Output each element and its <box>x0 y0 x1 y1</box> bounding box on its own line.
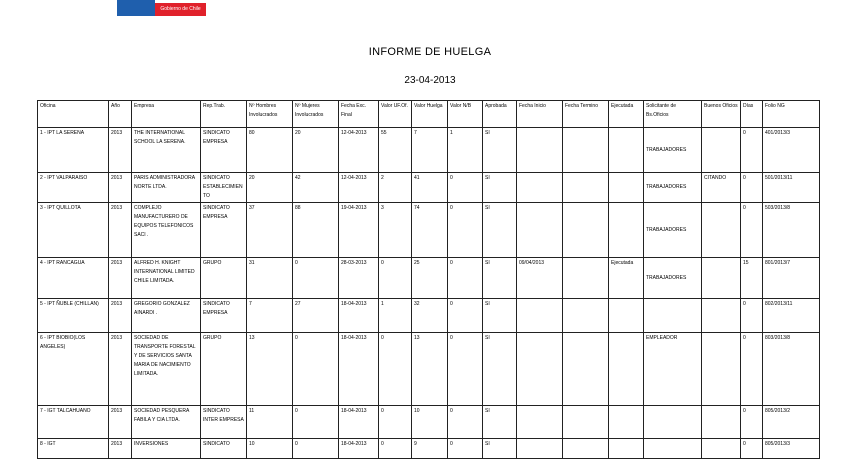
cell-folio-ng: 801/2013/7 <box>763 258 820 299</box>
header-valor-uf: Valor UF.Of. <box>379 101 412 128</box>
cell-ano: 2013 <box>109 173 132 203</box>
cell-valor-nb: 0 <box>448 258 483 299</box>
header-empresa: Empresa <box>132 101 201 128</box>
cell-ejecutada: Ejecutada <box>609 258 644 299</box>
header-mujeres: Nº Mujeres Involucrados <box>293 101 339 128</box>
cell-hombres: 80 <box>247 128 293 173</box>
header-oficina: Oficina <box>38 101 109 128</box>
cell-fecha-inicio <box>517 406 563 439</box>
report-title: INFORME DE HUELGA <box>368 46 492 58</box>
cell-fecha-termino <box>563 299 609 333</box>
cell-ejecutada <box>609 203 644 258</box>
cell-dias: 0 <box>741 128 763 173</box>
cell-fecha-termino <box>563 258 609 299</box>
header-buenos-oficios: Buenos Oficios <box>702 101 741 128</box>
cell-mujeres: 88 <box>293 203 339 258</box>
cell-folio-ng: 802/2013/11 <box>763 299 820 333</box>
cell-folio-ng: 805/2013/3 <box>763 439 820 459</box>
cell-buenos-oficios <box>702 128 741 173</box>
cell-mujeres: 27 <box>293 299 339 333</box>
cell-buenos-oficios <box>702 333 741 406</box>
cell-hombres: 10 <box>247 439 293 459</box>
cell-fecha-inicio: 09/04/2013 <box>517 258 563 299</box>
cell-fecha-exc-final: 12-04-2013 <box>339 128 379 173</box>
report-date: 23-04-2013 <box>404 75 456 86</box>
cell-folio-ng: 805/2013/2 <box>763 406 820 439</box>
cell-valor-huelga: 25 <box>412 258 448 299</box>
cell-dias: 0 <box>741 173 763 203</box>
cell-valor-nb: 0 <box>448 173 483 203</box>
cell-valor-uf: 0 <box>379 439 412 459</box>
header-fecha-termino: Fecha Termino <box>563 101 609 128</box>
table-row <box>38 128 820 173</box>
cell-dias: 0 <box>741 406 763 439</box>
cell-aprobada: SI <box>483 299 517 333</box>
cell-valor-nb: 0 <box>448 333 483 406</box>
cell-valor-huelga: 13 <box>412 333 448 406</box>
cell-ejecutada <box>609 439 644 459</box>
cell-buenos-oficios <box>702 406 741 439</box>
cell-folio-ng: 503/2013/8 <box>763 203 820 258</box>
cell-solicitante <box>644 406 702 439</box>
table-row <box>38 333 820 406</box>
header-aprobada: Aprobada <box>483 101 517 128</box>
cell-ano: 2013 <box>109 439 132 459</box>
header-hombres: Nº Hombres Involucrados <box>247 101 293 128</box>
cell-fecha-termino <box>563 406 609 439</box>
cell-hombres: 11 <box>247 406 293 439</box>
cell-empresa: GREGORIO GONZALEZ AINARDI . <box>132 299 201 333</box>
cell-fecha-inicio <box>517 333 563 406</box>
cell-oficina: 2 - IPT VALPARAISO <box>38 173 109 203</box>
header-fecha-inicio: Fecha Inicio <box>517 101 563 128</box>
cell-fecha-inicio <box>517 203 563 258</box>
cell-valor-uf: 0 <box>379 406 412 439</box>
cell-fecha-exc-final: 18-04-2013 <box>339 406 379 439</box>
header-ejecutada: Ejecutada <box>609 101 644 128</box>
cell-empresa: COMPLEJO MANUFACTURERO DE EQUIPOS TELEFONICOS SACI . <box>132 203 201 258</box>
cell-mujeres: 0 <box>293 406 339 439</box>
logo-red-bar: Gobierno de Chile <box>155 3 206 16</box>
cell-dias: 0 <box>741 203 763 258</box>
cell-ano: 2013 <box>109 258 132 299</box>
cell-fecha-exc-final: 18-04-2013 <box>339 299 379 333</box>
cell-aprobada: SI <box>483 203 517 258</box>
cell-solicitante: TRABAJADORES <box>644 128 702 173</box>
cell-dias: 15 <box>741 258 763 299</box>
cell-mujeres: 0 <box>293 439 339 459</box>
cell-valor-nb: 0 <box>448 203 483 258</box>
logo-blue-block <box>117 0 155 16</box>
cell-valor-uf: 1 <box>379 299 412 333</box>
cell-mujeres: 0 <box>293 258 339 299</box>
cell-buenos-oficios: CITANDO <box>702 173 741 203</box>
cell-oficina: 5 - IPT ÑUBLE (CHILLAN) <box>38 299 109 333</box>
header-dias: Días <box>741 101 763 128</box>
cell-fecha-exc-final: 18-04-2013 <box>339 333 379 406</box>
cell-fecha-termino <box>563 333 609 406</box>
cell-buenos-oficios <box>702 203 741 258</box>
cell-valor-nb: 0 <box>448 439 483 459</box>
cell-mujeres: 0 <box>293 333 339 406</box>
cell-hombres: 7 <box>247 299 293 333</box>
cell-empresa: INVERSIONES <box>132 439 201 459</box>
cell-aprobada: SI <box>483 173 517 203</box>
header-row <box>38 101 820 128</box>
cell-fecha-exc-final: 12-04-2013 <box>339 173 379 203</box>
cell-rep-trab: SINDICATO ESTABLECIMIENTO <box>201 173 247 203</box>
cell-ejecutada <box>609 333 644 406</box>
cell-ejecutada <box>609 128 644 173</box>
cell-buenos-oficios <box>702 439 741 459</box>
cell-solicitante: TRABAJADORES <box>644 173 702 203</box>
header-fecha-exc-final: Fecha Exc. Final <box>339 101 379 128</box>
table-row <box>38 173 820 203</box>
cell-rep-trab: SINDICATO <box>201 439 247 459</box>
table-row <box>38 439 820 459</box>
cell-fecha-termino <box>563 128 609 173</box>
cell-hombres: 20 <box>247 173 293 203</box>
cell-valor-huelga: 32 <box>412 299 448 333</box>
cell-folio-ng: 401/2013/3 <box>763 128 820 173</box>
cell-ano: 2013 <box>109 128 132 173</box>
cell-oficina: 3 - IPT QUILLOTA <box>38 203 109 258</box>
cell-mujeres: 42 <box>293 173 339 203</box>
cell-rep-trab: SINDICATO EMPRESA <box>201 128 247 173</box>
table-row <box>38 203 820 258</box>
cell-fecha-termino <box>563 173 609 203</box>
cell-hombres: 31 <box>247 258 293 299</box>
cell-rep-trab: SINDICATO INTER EMPRESA <box>201 406 247 439</box>
cell-oficina: 6 - IPT BIOBIO(LOS ANGELES) <box>38 333 109 406</box>
cell-oficina: 7 - IGT TALCAHUANO <box>38 406 109 439</box>
cell-rep-trab: SINDICATO EMPRESA <box>201 299 247 333</box>
cell-rep-trab: SINDICATO EMPRESA <box>201 203 247 258</box>
cell-folio-ng: 501/2013/11 <box>763 173 820 203</box>
cell-dias: 0 <box>741 333 763 406</box>
cell-solicitante: TRABAJADORES <box>644 258 702 299</box>
cell-fecha-exc-final: 18-04-2013 <box>339 439 379 459</box>
cell-solicitante <box>644 439 702 459</box>
cell-valor-nb: 1 <box>448 128 483 173</box>
cell-valor-uf: 2 <box>379 173 412 203</box>
cell-fecha-inicio <box>517 299 563 333</box>
cell-ejecutada <box>609 173 644 203</box>
cell-rep-trab: GRUPO <box>201 333 247 406</box>
cell-valor-uf: 55 <box>379 128 412 173</box>
cell-buenos-oficios <box>702 299 741 333</box>
cell-valor-uf: 3 <box>379 203 412 258</box>
cell-empresa: SOCIEDAD PESQUERA FABILA Y CIA LTDA. <box>132 406 201 439</box>
header-ano: Año <box>109 101 132 128</box>
cell-hombres: 13 <box>247 333 293 406</box>
cell-rep-trab: GRUPO <box>201 258 247 299</box>
cell-fecha-exc-final: 28-03-2013 <box>339 258 379 299</box>
cell-aprobada: SI <box>483 128 517 173</box>
cell-fecha-inicio <box>517 173 563 203</box>
table-row <box>38 258 820 299</box>
cell-solicitante: EMPLEADOR <box>644 333 702 406</box>
cell-solicitante: TRABAJADORES <box>644 203 702 258</box>
cell-aprobada: SI <box>483 439 517 459</box>
cell-valor-nb: 0 <box>448 406 483 439</box>
cell-empresa: PARIS ADMINISTRADORA NORTE LTDA. <box>132 173 201 203</box>
cell-hombres: 37 <box>247 203 293 258</box>
cell-solicitante <box>644 299 702 333</box>
cell-oficina: 4 - IPT RANCAGUA <box>38 258 109 299</box>
cell-valor-huelga: 74 <box>412 203 448 258</box>
strike-report-table <box>37 100 820 459</box>
cell-fecha-termino <box>563 439 609 459</box>
cell-folio-ng: 803/2013/8 <box>763 333 820 406</box>
cell-valor-huelga: 9 <box>412 439 448 459</box>
cell-oficina: 1 - IPT LA SERENA <box>38 128 109 173</box>
cell-valor-nb: 0 <box>448 299 483 333</box>
cell-aprobada: SI <box>483 406 517 439</box>
cell-fecha-inicio <box>517 128 563 173</box>
cell-dias: 0 <box>741 439 763 459</box>
cell-valor-uf: 0 <box>379 333 412 406</box>
cell-ano: 2013 <box>109 299 132 333</box>
cell-aprobada: SI <box>483 333 517 406</box>
cell-fecha-exc-final: 19-04-2013 <box>339 203 379 258</box>
cell-valor-uf: 0 <box>379 258 412 299</box>
cell-valor-huelga: 7 <box>412 128 448 173</box>
cell-ejecutada <box>609 406 644 439</box>
cell-empresa: SOCIEDAD DE TRANSPORTE FORESTAL Y DE SERVICIOS SANTA MARIA DE NACIMIENTO LIMITADA. <box>132 333 201 406</box>
cell-empresa: ALFRED H. KNIGHT INTERNATIONAL LIMITED CHILE LIMITADA. <box>132 258 201 299</box>
cell-oficina: 8 - IGT <box>38 439 109 459</box>
cell-aprobada: SI <box>483 258 517 299</box>
cell-ano: 2013 <box>109 203 132 258</box>
cell-fecha-inicio <box>517 439 563 459</box>
header-folio-ng: Folio NG <box>763 101 820 128</box>
header-valor-nb: Valor N/B <box>448 101 483 128</box>
header-valor-huelga: Valor Huelga <box>412 101 448 128</box>
cell-fecha-termino <box>563 203 609 258</box>
table-row <box>38 299 820 333</box>
gobierno-de-chile-logo <box>117 0 206 16</box>
cell-empresa: THE INTERNATIONAL SCHOOL LA SERENA. <box>132 128 201 173</box>
header-solicitante: Solicitante de Bs.Oficios <box>644 101 702 128</box>
header-rep-trab: Rep.Trab. <box>201 101 247 128</box>
cell-ano: 2013 <box>109 406 132 439</box>
cell-valor-huelga: 41 <box>412 173 448 203</box>
cell-ejecutada <box>609 299 644 333</box>
cell-ano: 2013 <box>109 333 132 406</box>
cell-dias: 0 <box>741 299 763 333</box>
cell-valor-huelga: 10 <box>412 406 448 439</box>
cell-mujeres: 20 <box>293 128 339 173</box>
table-row <box>38 406 820 439</box>
cell-buenos-oficios <box>702 258 741 299</box>
